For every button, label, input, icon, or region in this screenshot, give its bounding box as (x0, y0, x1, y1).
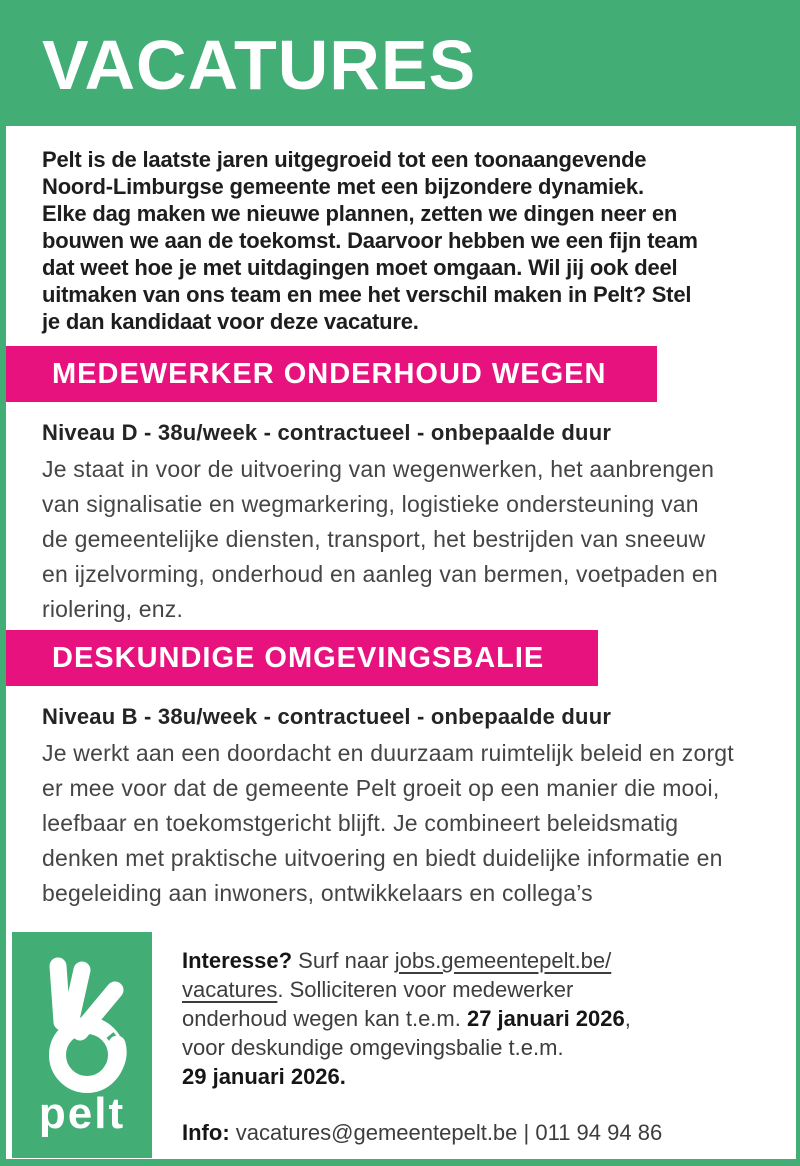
pelt-wordmark: pelt (38, 1089, 126, 1138)
vacancy-url-link[interactable]: jobs.gemeentepelt.be/ (394, 948, 612, 973)
text-line: je dan kandidaat voor deze vacature. (42, 309, 419, 334)
info-line (182, 1118, 762, 1147)
separator: | (517, 1120, 536, 1145)
text-segment: onderhoud wegen kan t.e.m. (182, 1006, 467, 1031)
vacancy-description-wegen (42, 452, 787, 627)
bottom-border (0, 1159, 800, 1166)
intro-paragraph (42, 146, 782, 335)
text-segment: Surf naar (292, 948, 395, 973)
interesse-label: Interesse? (182, 948, 293, 973)
right-border (796, 126, 800, 1166)
text-line: Noord-Limburgse gemeente met een bijzondere dynamiek. (42, 174, 644, 199)
phone-number: 011 94 94 86 (535, 1120, 663, 1145)
text-line: er mee voor dat de gemeente Pelt groeit op een manier die mooi, (42, 775, 720, 801)
ok-hand-icon (12, 932, 152, 1107)
text-line: begeleiding aan inwoners, ontwikkelaars en collega’s (42, 880, 593, 906)
deadline-omgevingsbalie: 29 januari 2026. (182, 1064, 346, 1089)
contact-paragraph (182, 946, 742, 1091)
text-line: denken met praktische uitvoering en biedt duidelijke informatie en (42, 845, 723, 871)
left-border (0, 0, 6, 1166)
text-line: uitmaken van ons team en mee het verschil maken in Pelt? Stel (42, 282, 692, 307)
text-segment: voor deskundige omgevingsbalie t.e.m. (182, 1035, 564, 1060)
vacancy-url-link[interactable]: vacatures (182, 977, 278, 1002)
vacancy-description-omgevingsbalie (42, 736, 787, 911)
text-line: leefbaar en toekomstgericht blijft. Je combineert beleidsmatig (42, 810, 679, 836)
text-line: van signalisatie en wegmarkering, logistieke ondersteuning van (42, 491, 699, 517)
text-line: de gemeentelijke diensten, transport, het bestrijden van sneeuw (42, 526, 706, 552)
text-line: Pelt is de laatste jaren uitgegroeid tot een toonaangevende (42, 147, 647, 172)
text-segment: , (624, 1006, 631, 1031)
pelt-logo (12, 932, 152, 1158)
text-line: Je staat in voor de uitvoering van wegenwerken, het aanbrengen (42, 456, 715, 482)
page-title: VACATURES (42, 26, 477, 104)
vacancy-title-banner-wegen: MEDEWERKER ONDERHOUD WEGEN (6, 346, 657, 402)
vacancy-level-wegen: Niveau D - 38u/week - contractueel - onbepaalde duur (42, 420, 612, 445)
info-label: Info: (182, 1120, 230, 1145)
header-banner (0, 0, 800, 126)
text-line: bouwen we aan de toekomst. Daarvoor hebben we een fijn team (42, 228, 698, 253)
text-segment: . Solliciteren voor medewerker (277, 977, 574, 1002)
text-line: dat weet hoe je met uitdagingen moet omgaan. Wil jij ook deel (42, 255, 678, 280)
text-line: Je werkt aan een doordacht en duurzaam ruimtelijk beleid en zorgt (42, 740, 734, 766)
email-link[interactable]: vacatures@gemeentepelt.be (235, 1120, 518, 1145)
text-line: riolering, enz. (42, 596, 184, 622)
deadline-medewerker-wegen: 27 januari 2026 (466, 1006, 625, 1031)
vacancy-title-banner-omgevingsbalie: DESKUNDIGE OMGEVINGSBALIE (6, 630, 598, 686)
text-line: Elke dag maken we nieuwe plannen, zetten we dingen neer en (42, 201, 678, 226)
vacancy-level-omgevingsbalie: Niveau B - 38u/week - contractueel - onbepaalde duur (42, 704, 612, 729)
text-line: en ijzelvorming, onderhoud en aanleg van bermen, voetpaden en (42, 561, 718, 587)
